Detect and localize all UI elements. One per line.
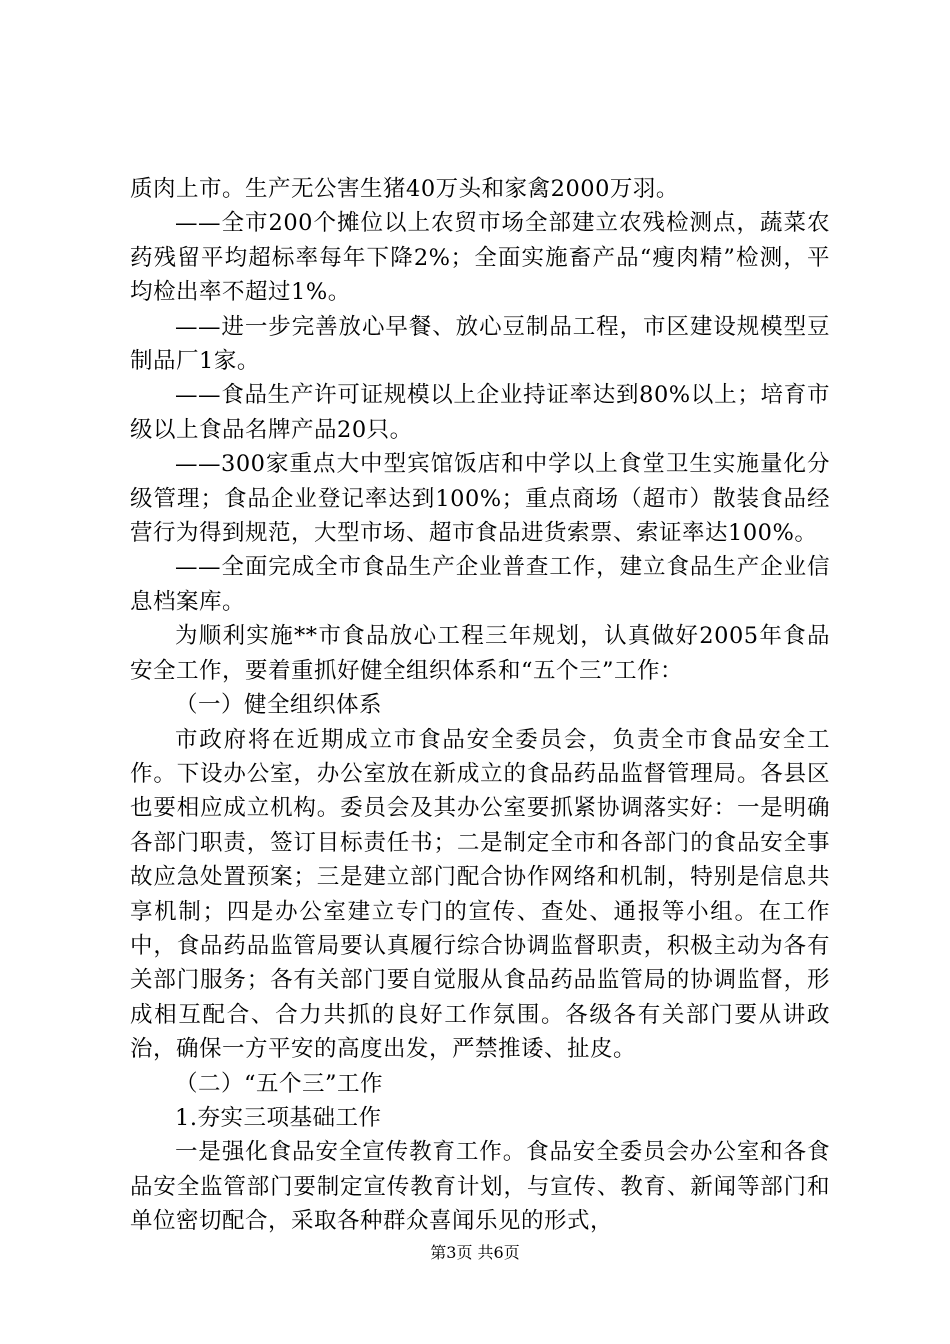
paragraph-2: ——全市200个摊位以上农贸市场全部建立农残检测点，蔬菜农药残留平均超标率每年下降2%；全面实施畜产品“瘦肉精”检测，平均检出率不超过1%。	[130, 210, 830, 306]
paragraph-9: 一是强化食品安全宣传教育工作。食品安全委员会办公室和各食品安全监管部门要制定宣传教育计划，与宣传、教育、新闻等部门和单位密切配合，采取各种群众喜闻乐见的形式，	[130, 1139, 830, 1235]
document-body	[130, 172, 830, 1239]
section-heading-1: （一）健全组织体系	[175, 692, 383, 719]
paragraph-7: 为顺利实施**市食品放心工程三年规划，认真做好2005年食品安全工作，要着重抓好健全组织体系和“五个三”工作：	[130, 623, 830, 684]
paragraph-3: ——进一步完善放心早餐、放心豆制品工程，市区建设规模型豆制品厂1家。	[130, 313, 830, 375]
paragraph-1: 质肉上市。生产无公害生猪40万头和家禽2000万羽。	[130, 176, 679, 202]
page-footer: 第3页 共6页	[430, 1243, 520, 1262]
paragraph-5: ——300家重点大中型宾馆饭店和中学以上食堂卫生实施量化分级管理；食品企业登记率达到100%；重点商场（超市）散装食品经营行为得到规范，大型市场、超市食品进货索票、索证率达100%。	[130, 451, 830, 547]
paragraph-4: ——食品生产许可证规模以上企业持证率达到80%以上；培育市级以上食品名牌产品20只。	[130, 382, 830, 443]
paragraph-6: ——全面完成全市食品生产企业普查工作，建立食品生产企业信息档案库。	[130, 554, 830, 615]
paragraph-8: 市政府将在近期成立市食品安全委员会，负责全市食品安全工作。下设办公室，办公室放在新成立的食品药品监督管理局。各县区也要相应成立机构。委员会及其办公室要抓紧协调落实好：一是明确各部门职责，签订目标责任书；二是制定全市和各部门的食品安全事故应急处置预案；三是建立部门配合协作网络和机制，特别是信息共享机制；四是办公室建立专门的宣传、查处、通报等小组。在工作中，食品药品监管局要认真履行综合协调监督职责，积极主动为各有关部门服务；各有关部门要自觉服从食品药品监管局的协调监督，形成相互配合、合力共抓的良好工作氛围。各级各有关部门要从讲政治，确保一方平安的高度出发，严禁推诿、扯皮。	[130, 726, 830, 1063]
section-heading-2: （二）“五个三”工作	[175, 1070, 384, 1097]
subsection-heading-1: 1.夯实三项基础工作	[175, 1104, 382, 1131]
